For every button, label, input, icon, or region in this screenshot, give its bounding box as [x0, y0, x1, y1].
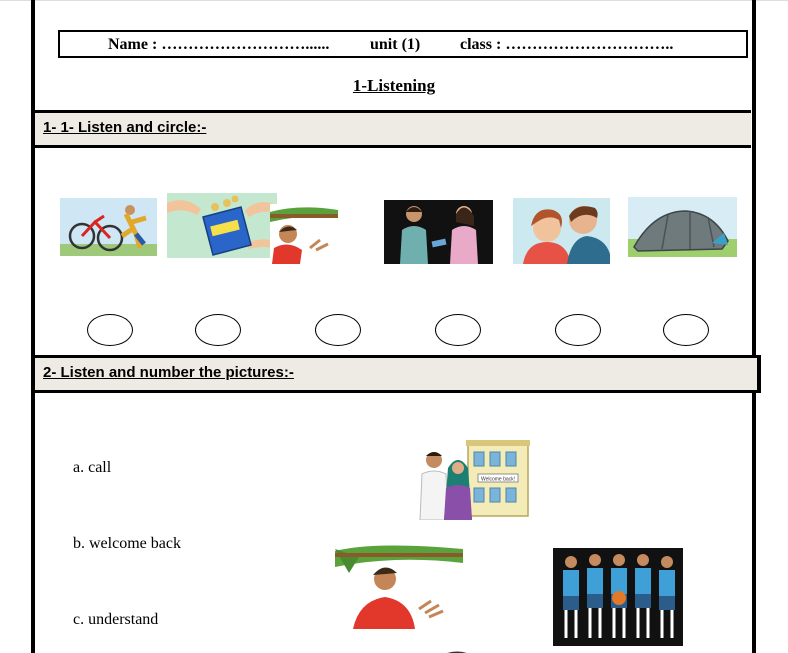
exercise1-title: 1- 1- Listen and circle:-	[43, 119, 207, 136]
answer-oval-6[interactable]	[663, 314, 709, 346]
answer-oval-4[interactable]	[435, 314, 481, 346]
word-item-a: a. call	[73, 459, 112, 476]
women-exchange-icon	[384, 200, 493, 264]
answer-oval-1[interactable]	[87, 314, 133, 346]
class-field-label: class : …………………………..	[460, 36, 674, 53]
word-item-b: b. welcome back	[73, 535, 181, 552]
unit-label: unit (1)	[370, 36, 421, 53]
word-item-c: c. understand	[73, 611, 159, 628]
boy-under-tree-icon	[270, 204, 338, 264]
children-talking-icon	[513, 198, 610, 264]
answer-oval-2[interactable]	[195, 314, 241, 346]
crisps-bag-icon	[167, 193, 277, 258]
tent-icon	[628, 197, 737, 257]
boy-waving-tree-icon	[335, 545, 463, 629]
bicycle-fall-icon	[60, 198, 157, 256]
family-school-icon	[410, 438, 530, 520]
answer-oval-3[interactable]	[315, 314, 361, 346]
exercise1-header	[35, 110, 751, 148]
exercise2-header	[35, 355, 761, 393]
partial-picture-icon	[432, 644, 482, 653]
team-players-icon	[553, 548, 683, 646]
section-title: 1-Listening	[352, 76, 436, 95]
building-sign-text: Welcome back!	[480, 476, 516, 483]
name-field-label: Name : ………………………......	[108, 36, 330, 53]
exercise2-title: 2- Listen and number the pictures:-	[43, 364, 294, 381]
answer-oval-5[interactable]	[555, 314, 601, 346]
name-box	[58, 30, 748, 58]
